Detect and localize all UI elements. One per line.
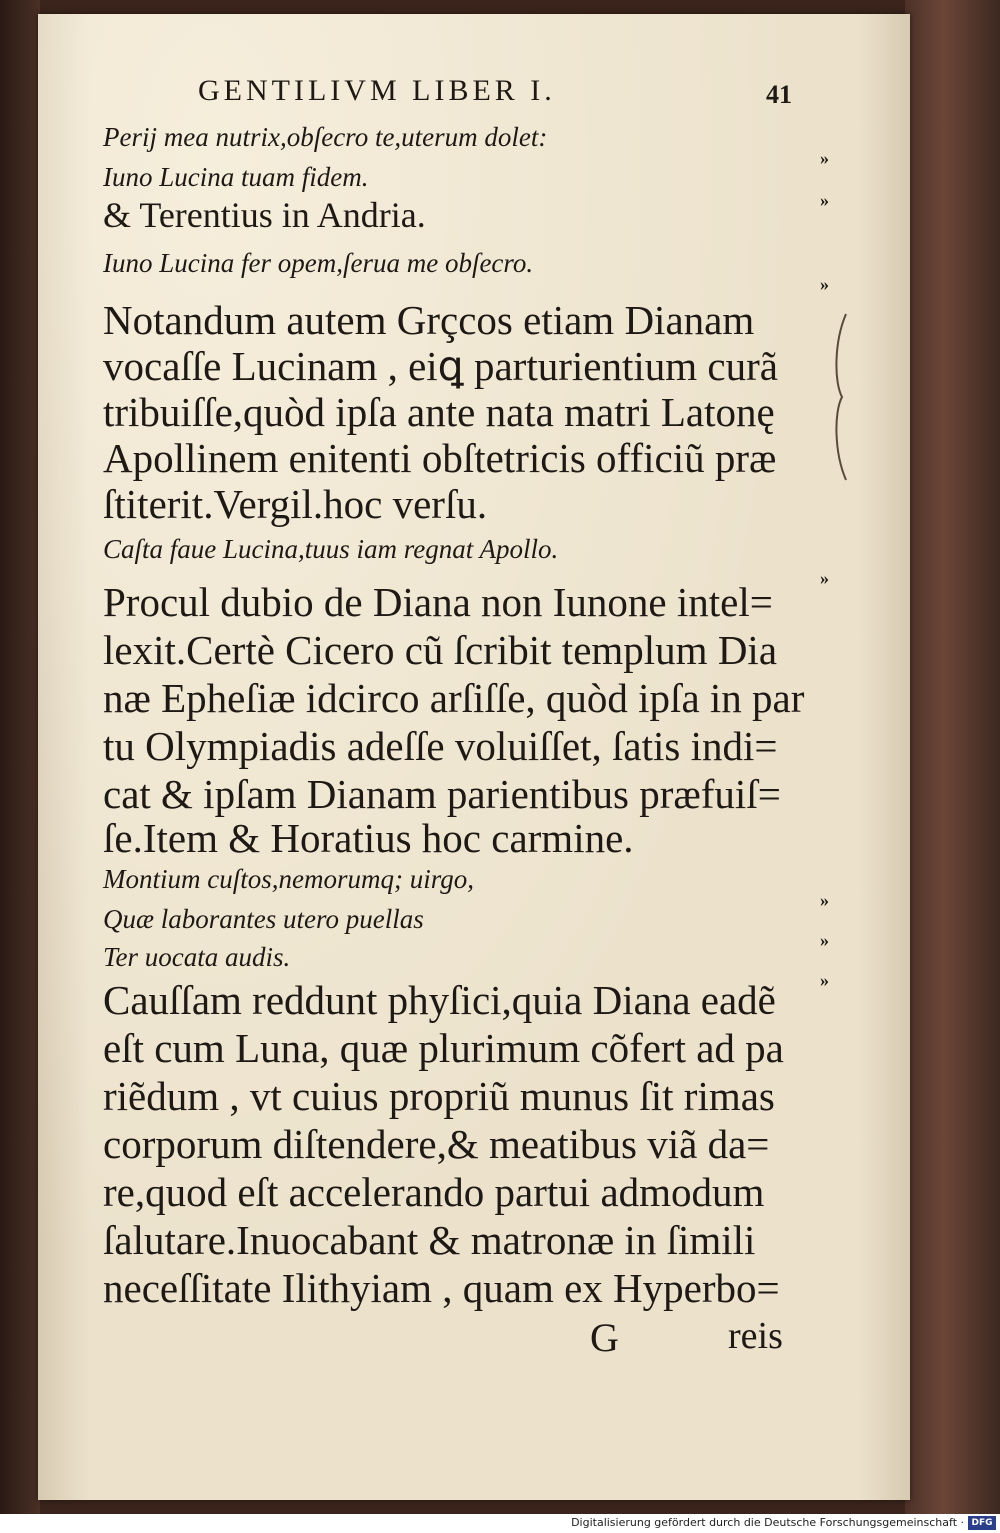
dfg-logo: DFG bbox=[968, 1516, 996, 1530]
text-line: ſe.Item & Horatius hoc carmine. bbox=[103, 815, 634, 861]
text-line: tribuiſſe,quòd ipſa ante nata matri Latonę bbox=[103, 389, 775, 435]
signature-mark: G bbox=[590, 1315, 619, 1360]
text-line: Cauſſam reddunt phyſici,quia Diana eadẽ bbox=[103, 977, 776, 1023]
funding-credit: Digitalisierung gefördert durch die Deutsche Forschungsgemeinschaft · bbox=[571, 1516, 964, 1529]
book-page bbox=[38, 14, 910, 1500]
text-line: eſt cum Luna, quæ plurimum cõfert ad pa bbox=[103, 1025, 784, 1071]
quotation-mark: » bbox=[820, 274, 829, 294]
quotation-mark: » bbox=[820, 568, 829, 588]
text-line: Procul dubio de Diana non Iunone intel= bbox=[103, 579, 773, 625]
verse-line: Caſta faue Lucina,tuus iam regnat Apollo. bbox=[103, 534, 559, 564]
quotation-mark: » bbox=[820, 970, 829, 990]
text-line: Apollinem enitenti obſtetricis officiũ præ bbox=[103, 435, 777, 481]
text-line: riẽdum , vt cuius propriũ munus ſit rimas bbox=[103, 1073, 775, 1119]
text-line: corporum diſtendere,& meatibus viã da= bbox=[103, 1121, 770, 1167]
quotation-mark: » bbox=[820, 190, 829, 210]
verse-line: Quæ laborantes utero puellas bbox=[103, 904, 424, 934]
text-line: ſtiterit.Vergil.hoc verſu. bbox=[103, 481, 488, 527]
text-line: re,quod eſt accelerando partui admodum bbox=[103, 1169, 765, 1215]
folio-number: 41 bbox=[766, 80, 792, 109]
text-line: cat & ipſam Dianam parientibus præfuiſ= bbox=[103, 771, 781, 817]
text-line: lexit.Certè Cicero cũ ſcribit templum Dia bbox=[103, 627, 778, 673]
verse-line: Montium cuſtos,nemorumq; uirgo, bbox=[103, 864, 474, 894]
text-line: næ Epheſiæ idcirco arſiſſe, quòd ipſa in par bbox=[103, 675, 805, 721]
text-line: & Terentius in Andria. bbox=[103, 195, 426, 235]
background-right bbox=[905, 0, 1000, 1533]
verse-line: Perij mea nutrix,obſecro te,uterum dolet: bbox=[103, 122, 548, 152]
quotation-mark: » bbox=[820, 930, 829, 950]
verse-line: Ter uocata audis. bbox=[103, 942, 291, 972]
text-line: Notandum autem Grçcos etiam Dianam bbox=[103, 297, 755, 343]
background-left bbox=[0, 0, 40, 1533]
quotation-mark: » bbox=[820, 890, 829, 910]
margin-bracket bbox=[828, 312, 858, 482]
text-line: ſalutare.Inuocabant & matronæ in ſimili bbox=[103, 1217, 756, 1263]
text-line: tu Olympiadis adeſſe voluiſſet, ſatis indi= bbox=[103, 723, 778, 769]
verse-line: Iuno Lucina fer opem,ſerua me obſecro. bbox=[103, 248, 534, 278]
catchword: reis bbox=[728, 1315, 783, 1357]
verse-line: Iuno Lucina tuam fidem. bbox=[103, 162, 369, 192]
footer-bar bbox=[0, 1514, 1000, 1533]
quotation-mark: » bbox=[820, 148, 829, 168]
running-title: GENTILIVM LIBER I. bbox=[198, 74, 556, 107]
text-line: vocaſſe Lucinam , eiꝗ parturientium curã bbox=[103, 343, 778, 389]
text-line: neceſſitate Ilithyiam , quam ex Hyperbo= bbox=[103, 1265, 780, 1311]
